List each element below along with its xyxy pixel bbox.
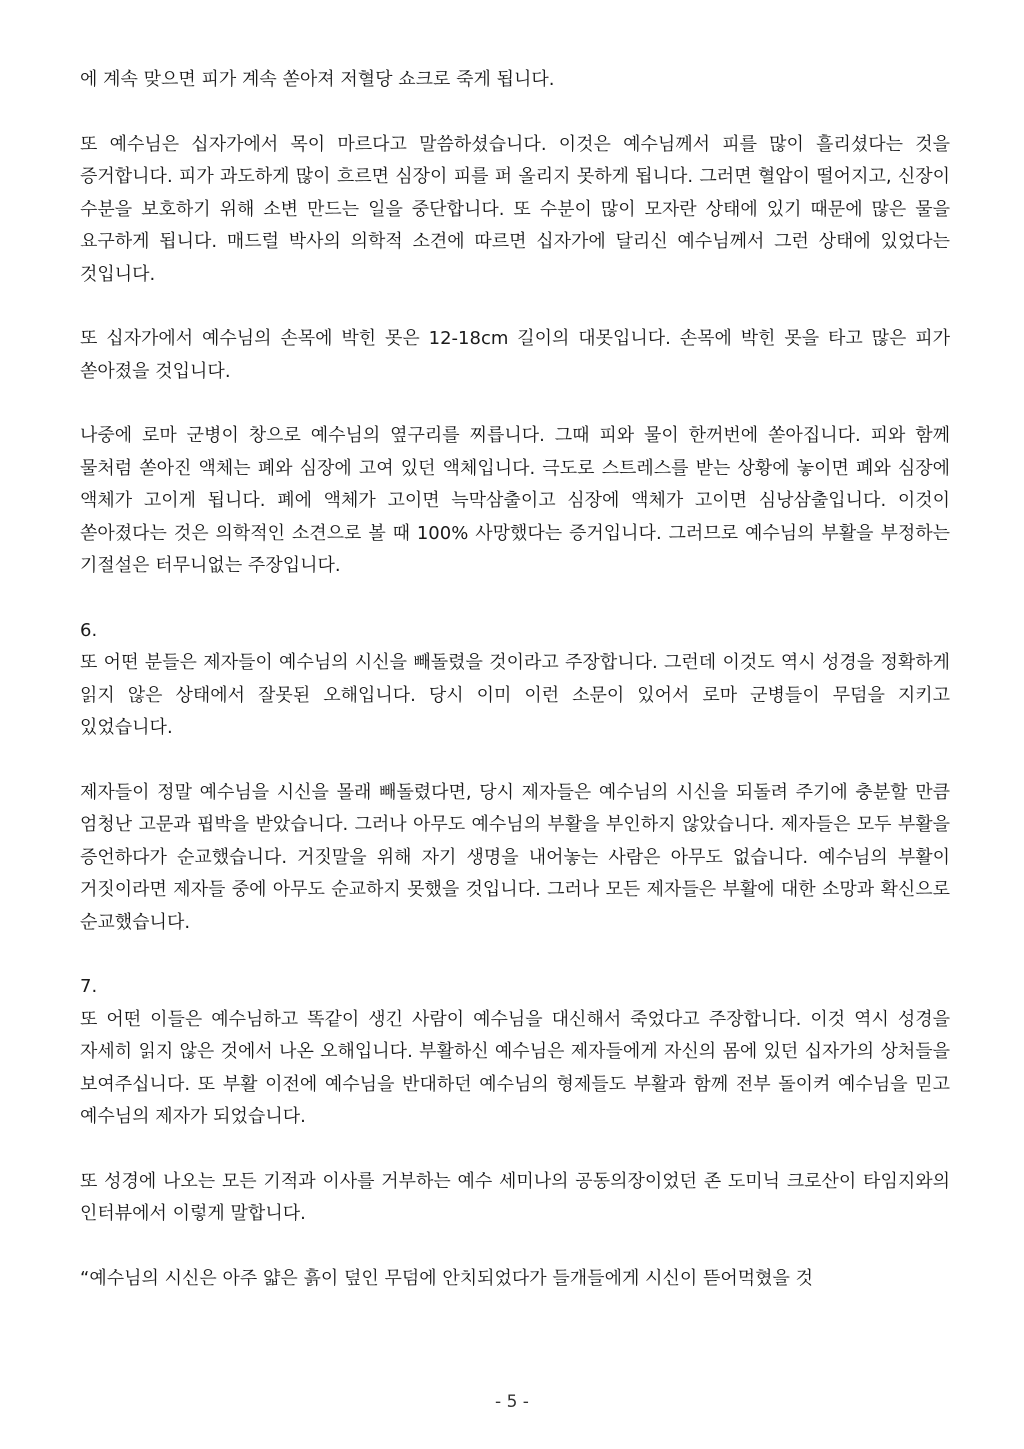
section-number: 6.: [80, 619, 98, 641]
body-paragraph: 에 계속 맞으면 피가 계속 쏟아져 저혈당 쇼크로 죽게 됩니다.: [80, 69, 555, 90]
quote-paragraph: “예수님의 시신은 아주 얇은 흙이 덮인 무덤에 안치되었다가 들개들에게 시신이 뜯어먹혔을 것: [80, 1267, 814, 1289]
section-number: 7.: [80, 976, 98, 997]
body-paragraph: 나중에 로마 군병이 창으로 예수님의 옆구리를 찌릅니다. 그때 피와 물이 한꺼번에 쏟아집니다. 피와 함께 물처럼 쏟아진 액체는 폐와 심장에 고여 있던 액체입니다. 극도로 스트레스를 받는 상황에 놓이면 폐와 심장에 액체가 고이게 됩니다. 폐에 액체가 고이면 늑막삼출이고 심장에 액체가 고이면 심낭삼출입니다. 이것이 쏟아졌다는 것은 의학적인 소견으로 볼 때 100% 사망했다는 증거입니다. 그러므로 예수님의 부활을 부정하는 기절설은 터무니없는 주장입니다.: [80, 425, 950, 576]
body-paragraph: 또 성경에 나오는 모든 기적과 이사를 거부하는 예수 세미나의 공동의장이었던 존 도미닉 크로산이 타임지와의 인터뷰에서 이렇게 말합니다.: [80, 1170, 950, 1224]
body-paragraph: 또 십자가에서 예수님의 손목에 박힌 못은 12-18cm 길이의 대못입니다. 손목에 박힌 못을 타고 많은 피가 쏟아졌을 것입니다.: [80, 328, 950, 382]
body-paragraph: 또 어떤 분들은 제자들이 예수님의 시신을 빼돌렸을 것이라고 주장합니다. 그런데 이것도 역시 성경을 정확하게 읽지 않은 상태에서 잘못된 오해입니다. 당시 이미 이런 소문이 있어서 로마 군병들이 무덤을 지키고 있었습니다.: [80, 652, 950, 738]
body-paragraph: 또 예수님은 십자가에서 목이 마르다고 말씀하셨습니다. 이것은 예수님께서 피를 많이 흘리셨다는 것을 증거합니다. 피가 과도하게 많이 흐르면 심장이 피를 퍼 올리지 못하게 됩니다. 그러면 혈압이 떨어지고, 신장이 수분을 보호하기 위해 소변 만드는 일을 중단합니다. 또 수분이 많이 모자란 상태에 있기 때문에 많은 물을 요구하게 됩니다. 매드럴 박사의 의학적 소견에 따르면 십자가에 달리신 예수님께서 그런 상태에 있었다는 것입니다.: [80, 133, 950, 285]
page-number: - 5 -: [495, 1392, 529, 1412]
body-paragraph: 또 어떤 이들은 예수님하고 똑같이 생긴 사람이 예수님을 대신해서 죽었다고 주장합니다. 이것 역시 성경을 자세히 읽지 않은 것에서 나온 오해입니다. 부활하신 예수님은 제자들에게 자신의 몸에 있던 십자가의 상처들을 보여주십니다. 또 부활 이전에 예수님을 반대하던 예수님의 형제들도 부활과 함께 전부 돌이켜 예수님을 믿고 예수님의 제자가 되었습니다.: [80, 1008, 950, 1127]
document-page: [80, 64, 950, 1327]
body-paragraph: 제자들이 정말 예수님을 시신을 몰래 빼돌렸다면, 당시 제자들은 예수님의 시신을 되돌려 주기에 충분할 만큼 엄청난 고문과 핍박을 받았습니다. 그러나 아무도 예수님의 부활을 부인하지 않았습니다. 제자들은 모두 부활을 증언하다가 순교했습니다. 거짓말을 위해 자기 생명을 내어놓는 사람은 아무도 없습니다. 예수님의 부활이 거짓이라면 제자들 중에 아무도 순교하지 못했을 것입니다. 그러나 모든 제자들은 부활에 대한 소망과 확신으로 순교했습니다.: [80, 781, 950, 933]
